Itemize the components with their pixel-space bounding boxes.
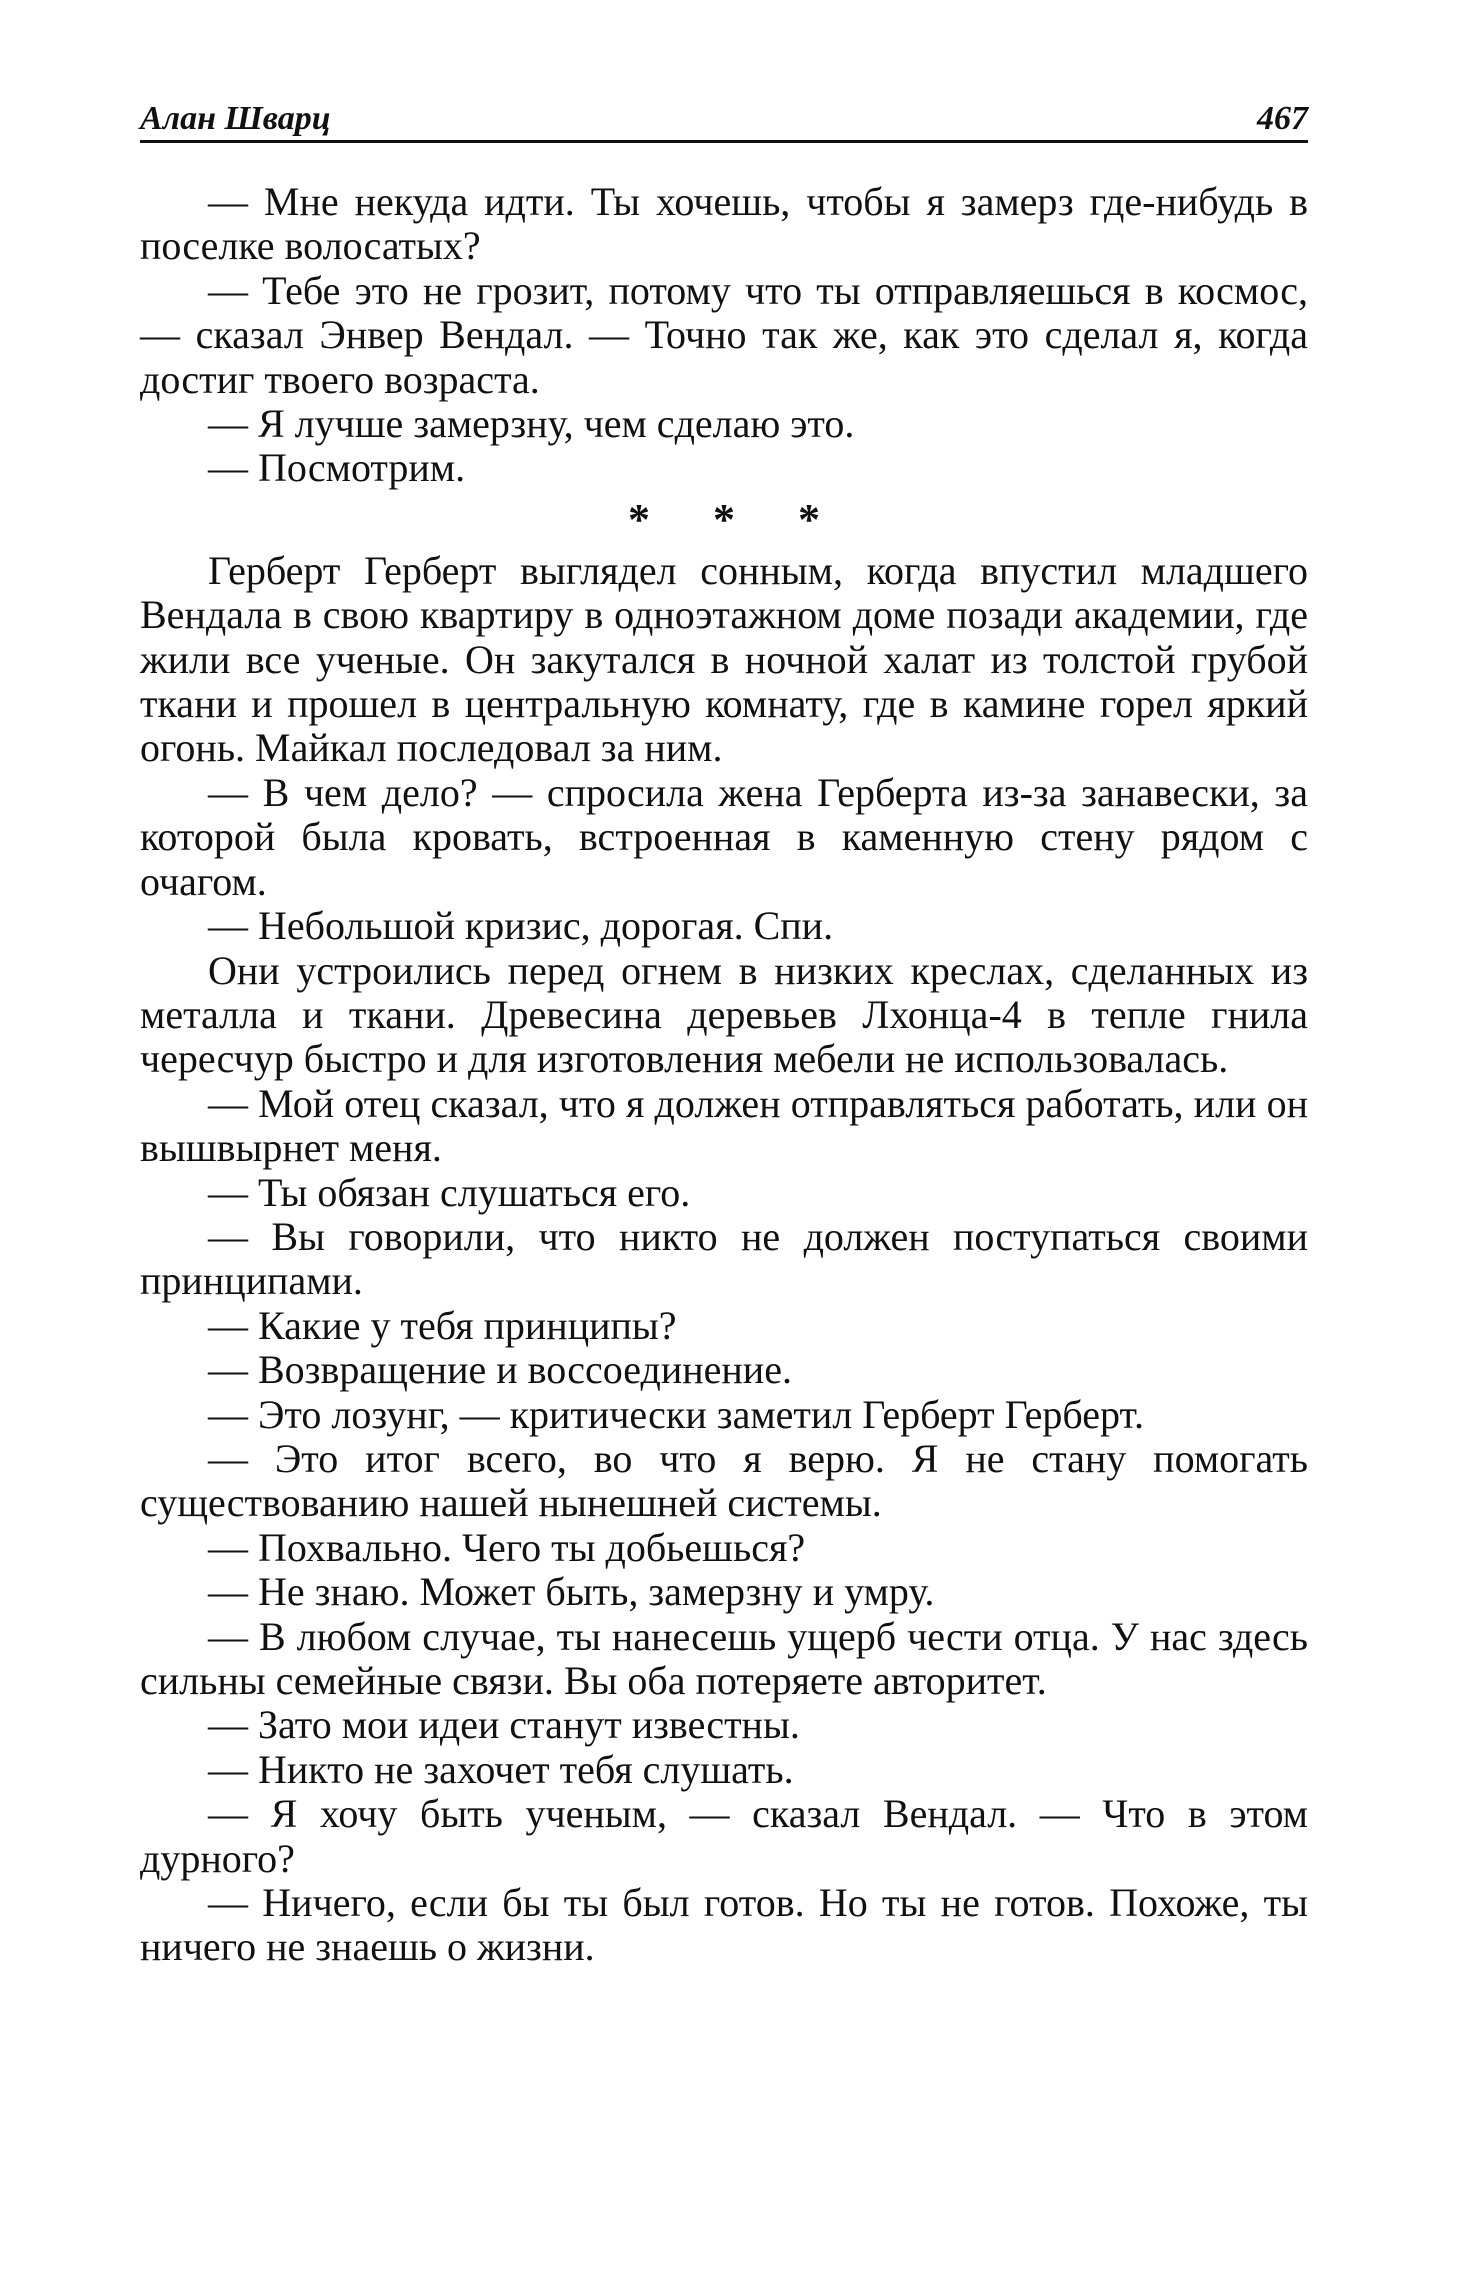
paragraph: — Это итог всего, во что я верю. Я не стану помогать существованию нашей нынешней системы. <box>140 1435 1308 1526</box>
paragraph: — Ты обязан слушаться его. <box>208 1169 691 1215</box>
paragraph: — Никто не захочет тебя слушать. <box>208 1746 794 1792</box>
page-body <box>140 180 1308 1970</box>
paragraph: Герберт Герберт выглядел сонным, когда впустил младшего Вендала в свою квартиру в одноэтажном доме позади академии, где жили все ученые. Он закутался в ночной халат из толстой грубой ткани и прошел в центральную комнату, где в камине горел яркий огонь. Майкал последовал за ним. <box>140 547 1308 771</box>
section-separator: * * * <box>628 494 846 544</box>
paragraph: — Не знаю. Может быть, замерзну и умру. <box>208 1569 935 1615</box>
running-header <box>140 98 1308 143</box>
paragraph: — Я лучше замерзну, чем сделаю это. <box>208 401 855 447</box>
paragraph: — Тебе это не грозит, потому что ты отправляешься в космос, — сказал Энвер Вендал. — Точно так же, как это сделал я, когда достиг твоего возраста. <box>140 267 1308 402</box>
paragraph: Они устроились перед огнем в низких креслах, сделанных из металла и ткани. Древесина деревьев Лхонца-4 в тепле гнила чересчур быстро и для изготовления мебели не использовалась. <box>140 947 1308 1082</box>
paragraph: — В чем дело? — спросила жена Герберта из-за занавески, за которой была кровать, встроенная в каменную стену рядом с очагом. <box>140 769 1308 904</box>
paragraph: — Мне некуда идти. Ты хочешь, чтобы я замерз где-нибудь в поселке волосатых? <box>140 179 1308 269</box>
paragraph: — Это лозунг, — критически заметил Герберт Герберт. <box>208 1391 1144 1437</box>
paragraph: — Небольшой кризис, дорогая. Спи. <box>208 903 834 949</box>
paragraph: — Зато мои идеи станут известны. <box>208 1702 800 1748</box>
paragraph: — Вы говорили, что никто не должен поступаться своими принципами. <box>140 1213 1308 1304</box>
paragraph: — Ничего, если бы ты был готов. Но ты не готов. Похоже, ты ничего не знаешь о жизни. <box>140 1880 1308 1970</box>
paragraph: — Возвращение и воссоединение. <box>208 1347 792 1393</box>
paragraph: — Похвально. Чего ты добьешься? <box>208 1524 806 1570</box>
paragraph: — В любом случае, ты нанесешь ущерб чести отца. У нас здесь сильны семейные связи. Вы оба потеряете авторитет. <box>140 1613 1308 1703</box>
paragraph: — Посмотрим. <box>208 445 466 491</box>
paragraph: — Мой отец сказал, что я должен отправляться работать, или он вышвырнет меня. <box>140 1080 1308 1171</box>
paragraph: — Какие у тебя принципы? <box>208 1302 677 1348</box>
running-header-author: Алан Шварц <box>140 100 331 137</box>
paragraph: — Я хочу быть ученым, — сказал Вендал. — Что в этом дурного? <box>140 1791 1308 1881</box>
page-number: 467 <box>1257 100 1308 137</box>
